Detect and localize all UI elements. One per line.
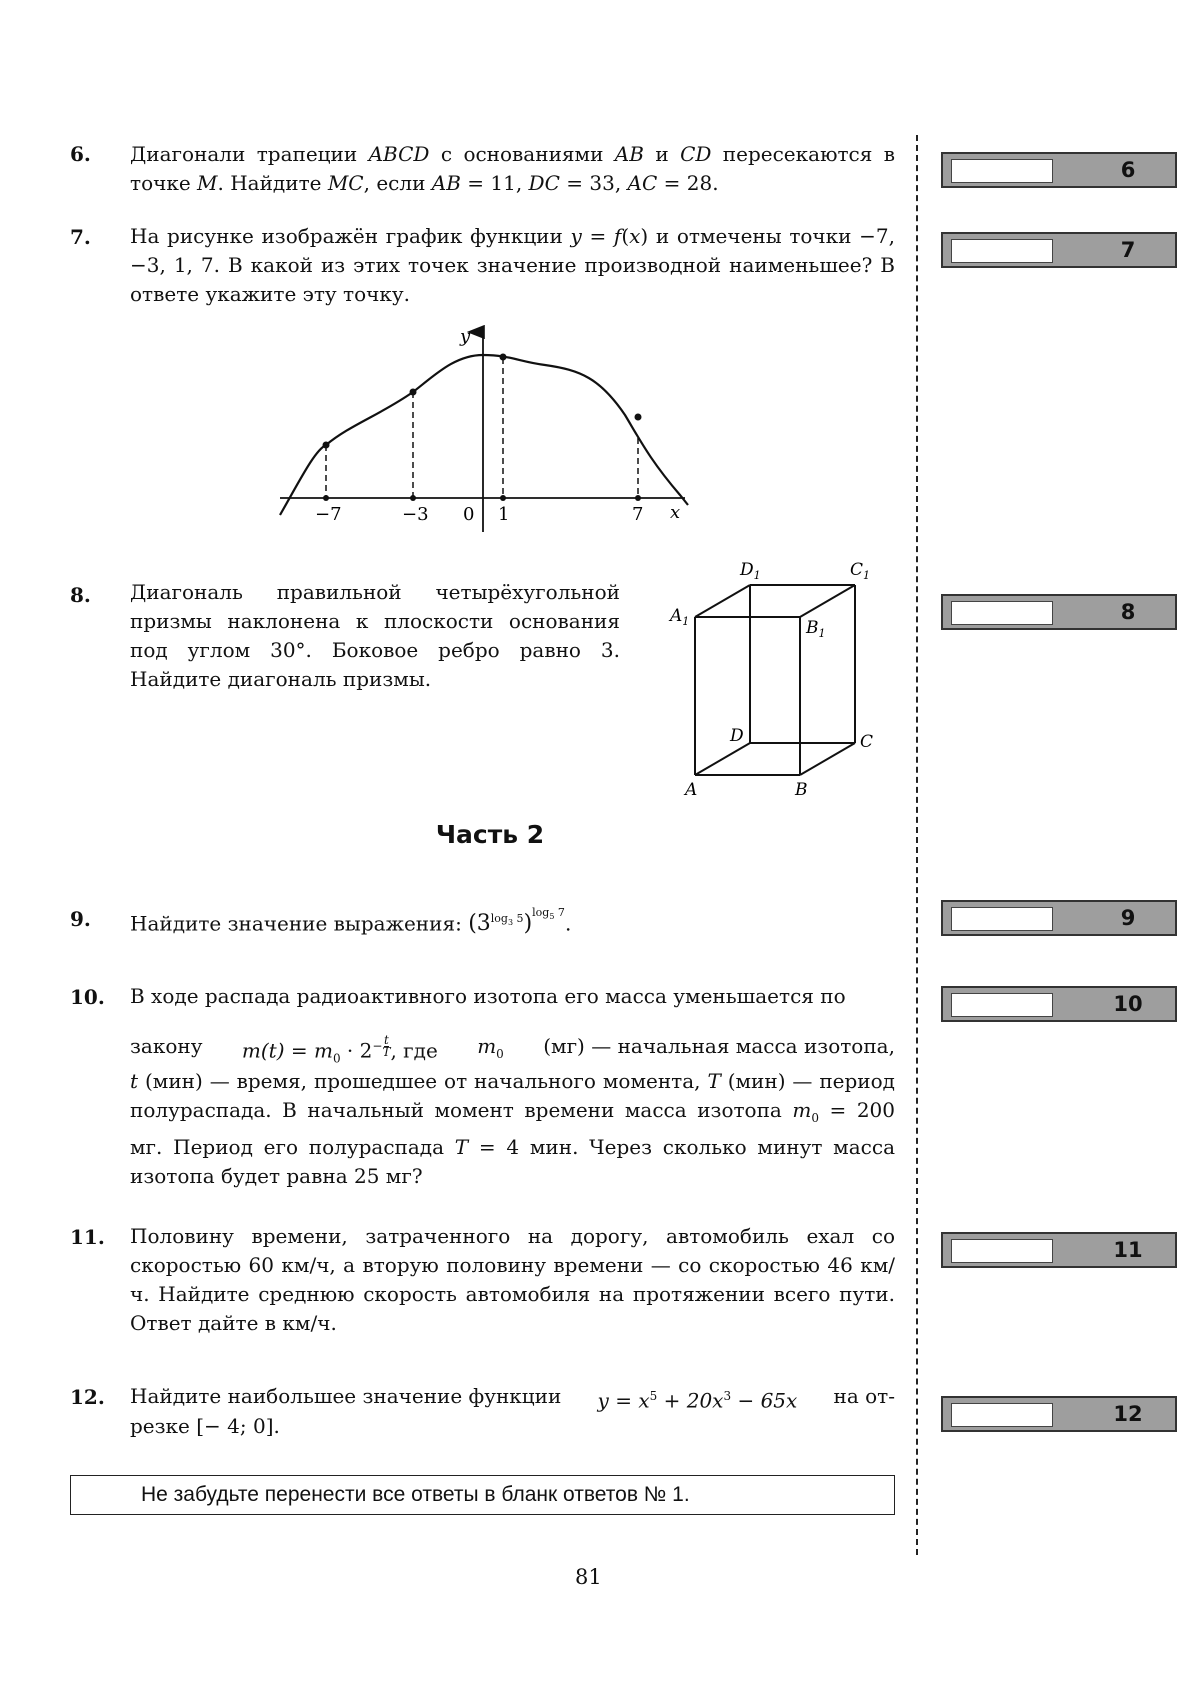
- problem-7-text: На рисунке изображён график функции y = f(x) и отмечены точки −7, −3, 1, 7. В какой из этих точек значение производной наименьшее? В ответе укажите эту точку.: [130, 224, 895, 306]
- answer-label-6: 6: [1120, 158, 1136, 182]
- problem-6-text: Диагонали трапеции ABCD с основаниями AB и CD пересекаются в точке M. Найдите MC, если AB = 11, DC = 33, AC = 28.: [130, 142, 896, 195]
- answer-label-9: 9: [1120, 906, 1136, 930]
- problem-6-number: 6.: [70, 142, 91, 166]
- answer-box-8: [941, 594, 1177, 630]
- answer-label-12: 12: [1113, 1402, 1143, 1426]
- problem-10-formula: $m(t) = m_0 \cdot 2^{- \frac{t}{T}}$ , где: [241, 1033, 438, 1066]
- vertex-label-C1: $C_1$: [850, 560, 871, 582]
- axis-point-1: [500, 495, 506, 501]
- function-curve: [280, 355, 688, 515]
- vertex-label-C: C: [860, 732, 874, 752]
- problem-10-line1: В ходе распада радиоактивного изотопа его масса уменьшается по: [130, 984, 846, 1008]
- edge-AD: [695, 743, 750, 775]
- problem-10-line2: закону $m(t) = m_0 \cdot 2^{- \frac{t}{T}}$ , где $m_0$ (мг) — начальная масса изотопа,: [130, 1032, 895, 1074]
- prism-figure: [660, 555, 890, 800]
- cut-line: [916, 135, 918, 1555]
- curve-point-1: [500, 354, 507, 361]
- edge-BC: [800, 743, 855, 775]
- answer-label-8: 8: [1120, 600, 1136, 624]
- answer-field-6[interactable]: [951, 159, 1053, 183]
- answer-field-8[interactable]: [951, 601, 1053, 625]
- problem-11-number: 11.: [70, 1225, 105, 1249]
- problem-10-rest: t (мин) — время, прошедшее от начального момента, T (мин) — период полураспада. В начальный момент времени масса изотопа $m_0 = 200$ мг. Период его полураспада T = 4 мин. Через сколько минут масса изотопа будет равна 25 мг?: [130, 1069, 895, 1188]
- vertex-label-B: B: [795, 780, 808, 800]
- answer-label-11: 11: [1113, 1238, 1143, 1262]
- x-axis-label: x: [670, 502, 681, 523]
- answer-field-7[interactable]: [951, 239, 1053, 263]
- vertex-label-D: D: [730, 726, 744, 746]
- vertex-label-D1: $D_1$: [740, 560, 761, 582]
- page-number: 81: [575, 1565, 602, 1589]
- vertex-label-B1: $B_1$: [806, 618, 826, 640]
- axis-point-minus-3: [410, 495, 416, 501]
- curve-point-minus-3: [410, 389, 417, 396]
- curve-point-7: [635, 414, 642, 421]
- y-axis-label: y: [460, 326, 471, 347]
- problem-12-line2: резке [− 4; 0].: [130, 1414, 280, 1438]
- problem-9-formula: $(3^{log_3 5})^{log_5 7}$: [468, 906, 565, 937]
- answer-box-9: [941, 900, 1177, 936]
- answer-field-12[interactable]: [951, 1403, 1053, 1427]
- answer-box-6: [941, 152, 1177, 188]
- curve-point-minus-7: [323, 442, 330, 449]
- tick-label-minus-3: −3: [402, 504, 429, 525]
- vertex-label-A1: $A_1$: [670, 606, 690, 628]
- answer-box-12: [941, 1396, 1177, 1432]
- problem-10-number: 10.: [70, 985, 105, 1009]
- problem-8-text: Диагональ правильной четырёхугольной призмы наклонена к плоскости основания под углом 30°. Боковое ребро равно 3. Найдите диагональ призмы.: [130, 580, 620, 691]
- problem-8-number: 8.: [70, 583, 91, 607]
- reminder-box: Не забудьте перенести все ответы в бланк ответов № 1.: [70, 1475, 895, 1515]
- tick-label-0: 0: [463, 504, 475, 525]
- answer-field-9[interactable]: [951, 907, 1053, 931]
- problem-11-text: Половину времени, затраченного на дорогу, автомобиль ехал со скоростью 60 км/ч, а вторую половину времени — со скоростью 46 км/ч. Найдите среднюю скорость автомобиля на протяжении всего пути. Ответ дайте в км/ч.: [130, 1224, 895, 1335]
- problem-9-number: 9.: [70, 907, 91, 931]
- problem-9-text: Найдите значение выражения: $(3^{log_3 5})^{log_5 7}$.: [130, 906, 572, 937]
- answer-box-10: [941, 986, 1177, 1022]
- answer-box-11: [941, 1232, 1177, 1268]
- answer-label-7: 7: [1120, 238, 1136, 262]
- answer-label-10: 10: [1113, 992, 1143, 1016]
- tick-label-1: 1: [498, 504, 510, 525]
- axis-point-minus-7: [323, 495, 329, 501]
- vertex-label-A: A: [685, 780, 698, 800]
- edge-A1D1: [695, 585, 750, 617]
- problem-7-number: 7.: [70, 225, 91, 249]
- problem-12-formula: $y = x^5 + 20x^3 - 65x$: [597, 1388, 798, 1413]
- tick-label-7: 7: [632, 504, 644, 525]
- answer-field-10[interactable]: [951, 993, 1053, 1017]
- edge-B1C1: [800, 585, 855, 617]
- axis-point-7: [635, 495, 641, 501]
- tick-label-minus-7: −7: [315, 504, 342, 525]
- problem-12-line1: Найдите наибольшее значение функции $y = x^5 + 20x^3 - 65x$ на от-: [130, 1382, 895, 1416]
- part-title: Часть 2: [435, 820, 545, 849]
- answer-field-11[interactable]: [951, 1239, 1053, 1263]
- interval: [− 4; 0]: [196, 1414, 274, 1438]
- problem-12-number: 12.: [70, 1385, 105, 1409]
- function-graph: [270, 320, 700, 540]
- answer-box-7: [941, 232, 1177, 268]
